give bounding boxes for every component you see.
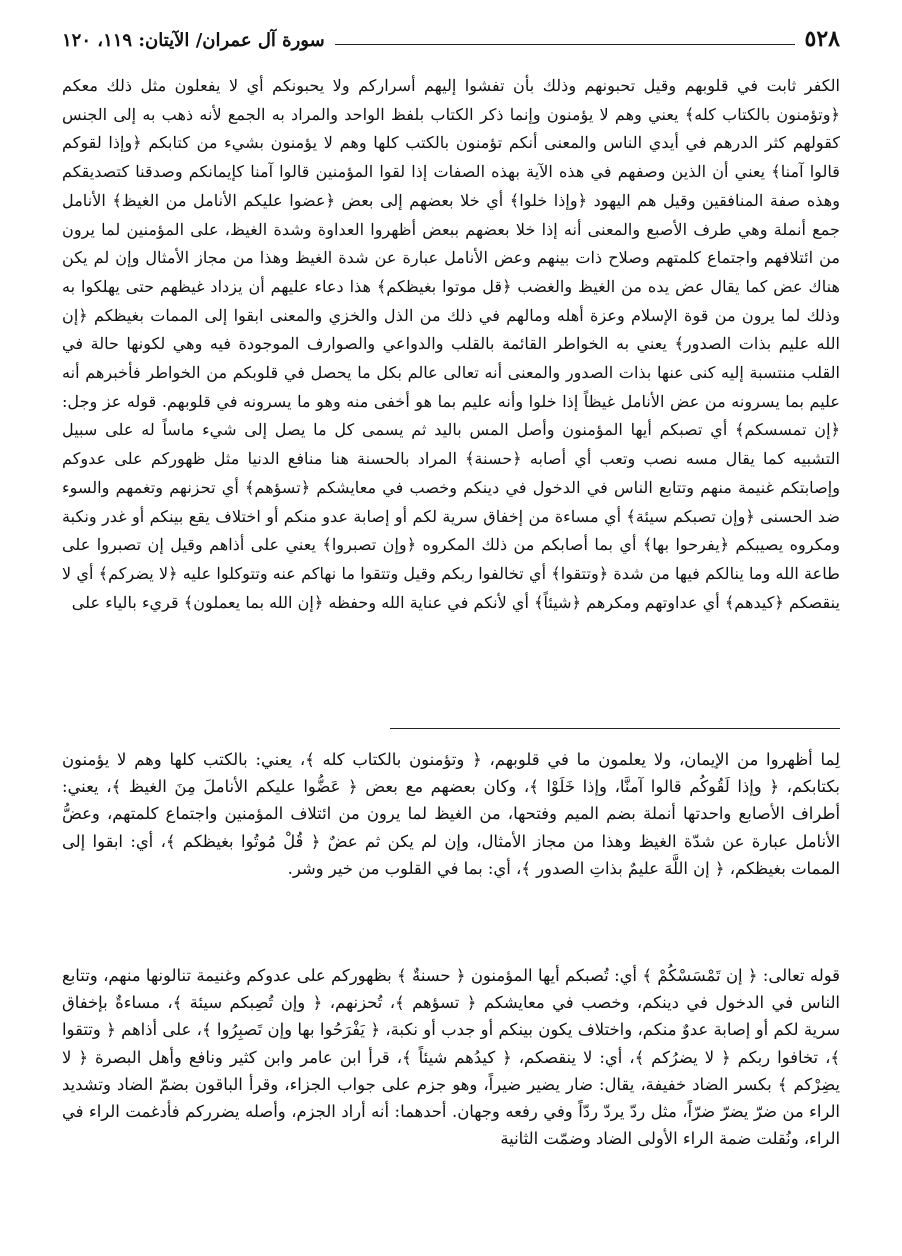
page-header	[62, 26, 840, 58]
footnote-2-text: قوله تعالى: ﴿ إن تَمْسَسْكُمْ ﴾ أي: تُصبكم أيها المؤمنون ﴿ حسنةٌ ﴾ بظهوركم على عدوكم وغنيمة تنالونها منهم، وتتابع الناس في الدخول في دينكم، وخصب في معايشكم ﴿ تسؤهم ﴾، تُحزنهم، ﴿ وإن تُصِبكم سيئة ﴾، مساءةٌ بإخفاق سرية لكم أو إصابة عدوٌ منكم، واختلاف يكون بينكم أو جدب أو نكبة، ﴿ يَفْرَحُوا بها وإن تَصبِرُوا ﴾، على أذاهم ﴿ وتتقوا ﴾، تخافوا ربكم ﴿ لا يضرُكم ﴾، أي: لا ينقصكم، ﴿ كيدُهم شيئاً ﴾، قرأ ابن عامر وابن كثير ونافع وأهل البصرة ﴿ لا يضِرْكم ﴾ بكسر الضاد خفيفة، يقال: ضار يضير ضيراً، وهو جزم على جواب الجزاء، وقرأ الباقون بضمّ الضاد وتشديد الراء من ضرّ يضرّ ضرّاً، مثل ردّ يردّ ردّاً وفي رفعه وجهان. أحدهما: أنه أراد الجزم، وأصله يضررکم فأدغمت الراء في الراء، ونُقلت ضمة الراء الأولى الضاد وضمّت الثانية	[62, 966, 840, 1149]
footnote-block-2	[62, 962, 840, 1152]
page-number: ٥٢٨	[804, 26, 840, 52]
main-commentary	[62, 72, 840, 617]
running-title: سورة آل عمران/ الآيتان: ١١٩، ١٢٠	[62, 30, 325, 51]
footnote-1-text: لِما أظهروا من الإيمان، ولا يعلمون ما في قلوبهم، ﴿ وتؤمنون بالكتاب كله ﴾، يعني: بالكتب كلها وهم لا يؤمنون بكتابكم، ﴿ وإذا لَقُوكُم قالوا آمنَّا، وإذا خَلَوْا ﴾، وكان بعضهم مع بعض ﴿ عَضُّوا عليكم الأناملَ مِنَ الغيظ ﴾، يعني: أطراف الأصابع واحدتها أنملة بضم الميم وفتحها، من الغيظ لما يرون من ائتلاف المؤمنين واجتماع كلمتهم، وعضُّ الأنامل عبارة عن شدّة الغيظ وهذا من مجاز الأمثال، وإن لم يكن ثم عضٌ ﴿ قُلْ مُوتُوا بغيظكم ﴾، أي: ابقوا إلى الممات بغيظكم، ﴿ إن اللَّهَ عليمٌ بذاتِ الصدور ﴾، أي: بما في القلوب من خير وشر.	[62, 750, 840, 878]
footnote-block-1	[62, 746, 840, 882]
header-rule	[335, 26, 795, 45]
footnote-separator	[390, 728, 840, 729]
main-commentary-text: الكفر ثابت في قلوبهم وقيل تحبونهم وذلك بأن تفشوا إليهم أسراركم ولا يحبونكم أي لا يفعلون مثل ذلك معكم ﴿وتؤمنون بالكتاب كله﴾ يعني وهم لا يؤمنون وإنما ذكر الكتاب بلفظ الواحد والمراد به الجمع لأنه ذهب به إلى الجنس كقولهم كثر الدرهم في أيدي الناس والمعنى أنكم تؤمنون بالكتب كلها وهم لا يؤمنون بشيء من كتابكم ﴿وإذا لقوكم قالوا آمنا﴾ يعني أن الذين وصفهم في هذه الآية بهذه الصفات إذا لقوا المؤمنين قالوا آمنا كإيمانكم وصدقنا كتصديقكم وهذه صفة المنافقين وقيل هم اليهود ﴿وإذا خلوا﴾ أي خلا بعضهم إلى بعض ﴿عضوا عليكم الأنامل من الغيظ﴾ الأنامل جمع أنملة وهي طرف الأصبع والمعنى أنه إذا خلا بعضهم ببعض أظهروا العداوة وشدة الغيظ، على المؤمنين لما يرون من ائتلافهم واجتماع كلمتهم وصلاح ذات بينهم وعض الأنامل عبارة عن شدة الغيظ وهذا من مجاز الأمثال وإن لم يكن هناك عض كما يقال عض يده من الغيظ والغضب ﴿قل موتوا بغيظكم﴾ هذا دعاء عليهم أن يزداد غيظهم حتى يهلكوا به وذلك لما يرون من قوة الإسلام وعزة أهله ومالهم في ذلك من الذل والخزي والمعنى ابقوا إلى الممات بغيظكم ﴿إن الله عليم بذات الصدور﴾ يعني به الخواطر القائمة بالقلب والدواعي والصوارف الموجودة فيه وهي لكونها حالة في القلب منتسبة إليه كنى عنها بذات الصدور والمعنى أنه تعالى عالم بكل ما يحصل في قلوبكم من الخواطر فأخبرهم أنه عليم بما يسرونه من عض الأنامل غيظاً إذا خلوا وأنه عليم بما هو أخفى منه وهو ما يسرونه في قلوبهم. قوله عز وجل: ﴿إن تمسسكم﴾ أي تصبكم أيها المؤمنون وأصل المس باليد ثم يسمى كل ما يصل إلى شيء ماساً له على سبيل التشبيه كما يقال مسه نصب وتعب أي أصابه ﴿حسنة﴾ المراد بالحسنة هنا منافع الدنيا مثل ظهوركم على عدوكم وإصابتكم غنيمة منهم وتتابع الناس في الدخول في دينكم وخصب في معايشكم ﴿تسؤهم﴾ أي تحزنهم وتغمهم والسوء ضد الحسنى ﴿وإن تصبكم سيئة﴾ أي مساءة من إخفاق سرية لكم أو إصابة عدو منكم أو اختلاف يقع بينكم أو غدر ونكبة ومكروه يصيبكم ﴿يفرحوا بها﴾ أي بما أصابكم من ذلك المكروه ﴿وإن تصبروا﴾ يعني على أذاهم وقيل إن تصبروا على طاعة الله وما ينالكم فيها من شدة ﴿وتتقوا﴾ أي تخالفوا ربكم وقيل وتتقوا ما نهاكم عنه وتتوكلوا عليه ﴿لا يضركم﴾ أي لا ينقصكم ﴿كيدهم﴾ أي عداوتهم ومكرهم ﴿شيئاً﴾ أي لأنكم في عناية الله وحفظه ﴿إن الله بما يعملون﴾ قريء بالياء على	[62, 76, 840, 612]
